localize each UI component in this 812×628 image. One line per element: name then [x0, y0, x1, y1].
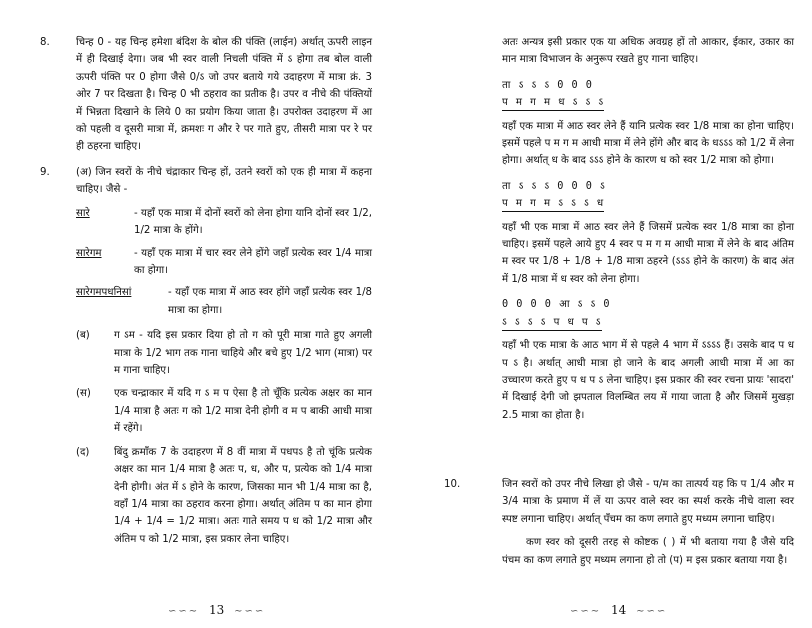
- explanation-text: यहाँ एक मात्रा में आठ स्वर लेने हैं यानि प्रत्येक स्वर 1/8 मात्रा का होना चाहिए। इसमें पहले प म ग म आधी मात्रा में लेने होंगे और बाद के धऽऽऽ को 1/2 में लेना होगा। अर्थात् ध के बाद ऽऽऽ होने के कारण ध को स्वर 1/2 मात्रा को होगा।: [502, 120, 794, 167]
- notation-swar-line: ऽ ऽ ऽ ऽ प ध प ऽ: [502, 316, 602, 331]
- notation-bol-line: ता ऽ ऽ ऽ 0 0 0 ऽ: [502, 180, 606, 192]
- definition-text: - यहाँ एक मात्रा में आठ स्वर होंगे जहाँ प्रत्येक स्वर 1/8 मात्रा का होगा।: [168, 287, 372, 316]
- sub-text: ग ऽम - यदि इस प्रकार दिया हो तो ग को पूरी मात्रा गाते हुए अगली मात्रा के 1/2 भाग तक गाना चाहिये और बचे हुए 1/2 भाग (मात्रा) पर म गाना चाहिए।: [114, 330, 372, 377]
- sub-label: (स): [76, 388, 91, 400]
- right-content: [502, 34, 794, 424]
- sub-item: [76, 385, 372, 437]
- ornament-icon: ∽∽∼: [570, 605, 602, 617]
- notation-example-1: [502, 77, 794, 112]
- explanation-text: यहाँ भी एक मात्रा के आठ भाग में से पहले 4 भाग में ऽऽऽऽ हैं। उसके बाद प ध प ऽ है। अर्थात् आधी मात्रा हो जाने के बाद अगली आधी मात्रा में आ का उच्चारण करते हुए प ध प ऽ लेना चाहिए। इस प्रकार की स्वर रचना प्रायः 'सादरा' में दिखाई देगी जो झपताल विलम्बित लय में गाया जाता है और जिसमें मुखड़ा 2.5 मात्रा का होता है।: [502, 340, 794, 421]
- sub-label: (द): [76, 446, 90, 458]
- page-footer: [168, 602, 265, 620]
- item-9: [40, 164, 372, 553]
- definition-list: [76, 205, 372, 319]
- definition-text: - यहाँ एक मात्रा में चार स्वर लेने होंगे जहाँ प्रत्येक स्वर 1/4 मात्रा का होगा।: [134, 247, 372, 277]
- notation-swar-line: प म ग म ऽ ऽ ऽ ध: [502, 197, 604, 212]
- page-number: 13: [208, 602, 225, 617]
- ornament-icon: ∼∽∽: [636, 605, 668, 617]
- right-page: [410, 0, 812, 628]
- ornament-icon: ∼∽∽: [234, 605, 266, 617]
- definition-row: [76, 245, 372, 280]
- item-text: कण स्वर को दूसरी तरह से कोष्टक ( ) में भी बताया गया है जैसे यदि पंचम का कण लगाते हुए मध्यम लगाना हो तो (प) म इस प्रकार बताया गया है।: [502, 537, 794, 566]
- item-text: चिन्ह 0 - यह चिन्ह हमेशा बंदिश के बोल की पंक्ति (लाईन) अर्थात् ऊपरी लाइन में ही दिखाई देगा। जब भी स्वर वाली निचली पंक्ति में ऽ होगा तब बोल वाली ऊपरी पंक्ति पर 0 होगा जैसे 0/ऽ जो उपर बताये गये उदाहरण में मात्रा क्रं. 3 ओर 7 पर दिखता है। चिन्ह 0 भी ठहराव का प्रतीक है। उपर व नीचे की पंक्तियों में भिन्नता दिखाने के लिये 0 का प्रयोग किया जाता है। उपरोक्त उदाहरण में आ को पहली व दूसरी मात्रा में, क्रमशः ग और रे पर गाते हुए, तीसरी मात्रा पर रे पर ही ठहरना चाहिए।: [76, 37, 372, 153]
- sub-item: [76, 327, 372, 379]
- definition-row: [76, 284, 372, 319]
- page-footer: [570, 602, 667, 620]
- continuation-text: अतः अन्यत्र इसी प्रकार एक या अधिक अवग्रह हों तो आकार, ईकार, उकार का मान मात्रा विभाजन के अनुरूप रखते हुए गाना चाहिए।: [502, 37, 794, 66]
- item-10: [444, 476, 794, 569]
- definition-term: सारेगमपधनिसां: [76, 287, 132, 299]
- sub-list: [76, 327, 372, 548]
- page-number: 14: [610, 602, 627, 617]
- item-text: जिन स्वरों को उपर नीचे लिखा हो जैसे - प/म का तात्पर्य यह कि प 1/4 और म 3/4 मात्रा के प्रमाण में लें या ऊपर वाले स्वर का स्पर्श करके नीचे वाला स्वर स्पष्ट लगाना चाहिए। अर्थात् पँचम का कण लगाते हुए मध्यम लगाना चाहिए।: [502, 479, 794, 525]
- definition-text: - यहाँ एक मात्रा में दोनों स्वरों को लेना होगा यानि दोनों स्वर 1/2, 1/2 मात्रा के होंगे।: [134, 207, 372, 237]
- notation-swar-line: प म ग म ध ऽ ऽ ऽ: [502, 96, 604, 111]
- notation-bol-line: 0 0 0 0 आ ऽ ऽ 0: [502, 299, 611, 311]
- notation-example-3: [502, 296, 794, 331]
- definition-term: सारेगम: [76, 247, 102, 259]
- sub-item: [76, 444, 372, 548]
- item-number: 10.: [444, 479, 461, 490]
- notation-example-2: [502, 178, 794, 213]
- sub-text: बिंदु क्रमाँक 7 के उदाहरण में 8 वीं मात्रा में पधपऽ है तो चूंकि प्रत्येक अक्षर का मान 1/4 मात्रा है अतः प, ध, और प, प्रत्येक को 1/4 मात्रा देनी होगी। अंत में ऽ होने के कारण, जिसका मान भी 1/4 मात्रा का है, वहाँ 1/4 मात्रा का ठहराव करना होगा। अर्थात् अंतिम प का मान होगा 1/4 + 1/4 = 1/2 मात्रा। अतः गाते समय प ध को 1/2 मात्रा और अंतिम प को 1/2 मात्रा, इस प्रकार लेना चाहिए।: [114, 446, 372, 545]
- item-number: 8.: [40, 37, 50, 48]
- item-intro: (अ) जिन स्वरों के नीचे चंद्राकार चिन्ह हों, उतने स्वरों को एक ही मात्रा में कहना चाहिए। जैसे -: [76, 167, 372, 196]
- item-8: [40, 34, 372, 156]
- sub-text: एक चन्द्राकार में यदि ग ऽ म प ऐसा है तो चूँकि प्रत्येक अक्षर का मान 1/4 मात्रा है अतः ग को 1/2 मात्रा देनी होगी व म प बाकी आधी मात्रा में रहेंगे।: [114, 388, 372, 435]
- definition-row: [76, 205, 372, 240]
- ornament-icon: ∽∽∼: [168, 605, 200, 617]
- item-number: 9.: [40, 167, 50, 178]
- notation-bol-line: ता ऽ ऽ ऽ 0 0 0: [502, 79, 593, 91]
- definition-term: सारे: [76, 207, 90, 219]
- sub-label: (ब): [76, 330, 90, 342]
- explanation-text: यहाँ भी एक मात्रा में आठ स्वर लेने हैं जिसमें प्रत्येक स्वर 1/8 मात्रा का होना चाहिए। इसमें पहले आये हुए 4 स्वर प म ग म आधी मात्रा में लेने के बाद अंतिम म स्वर पर 1/8 + 1/8 + 1/8 मात्रा ठहरने (ऽऽऽ होने के कारण) के बाद अंत में 1/8 मात्रा में ध स्वर को लेना होगा।: [502, 221, 794, 285]
